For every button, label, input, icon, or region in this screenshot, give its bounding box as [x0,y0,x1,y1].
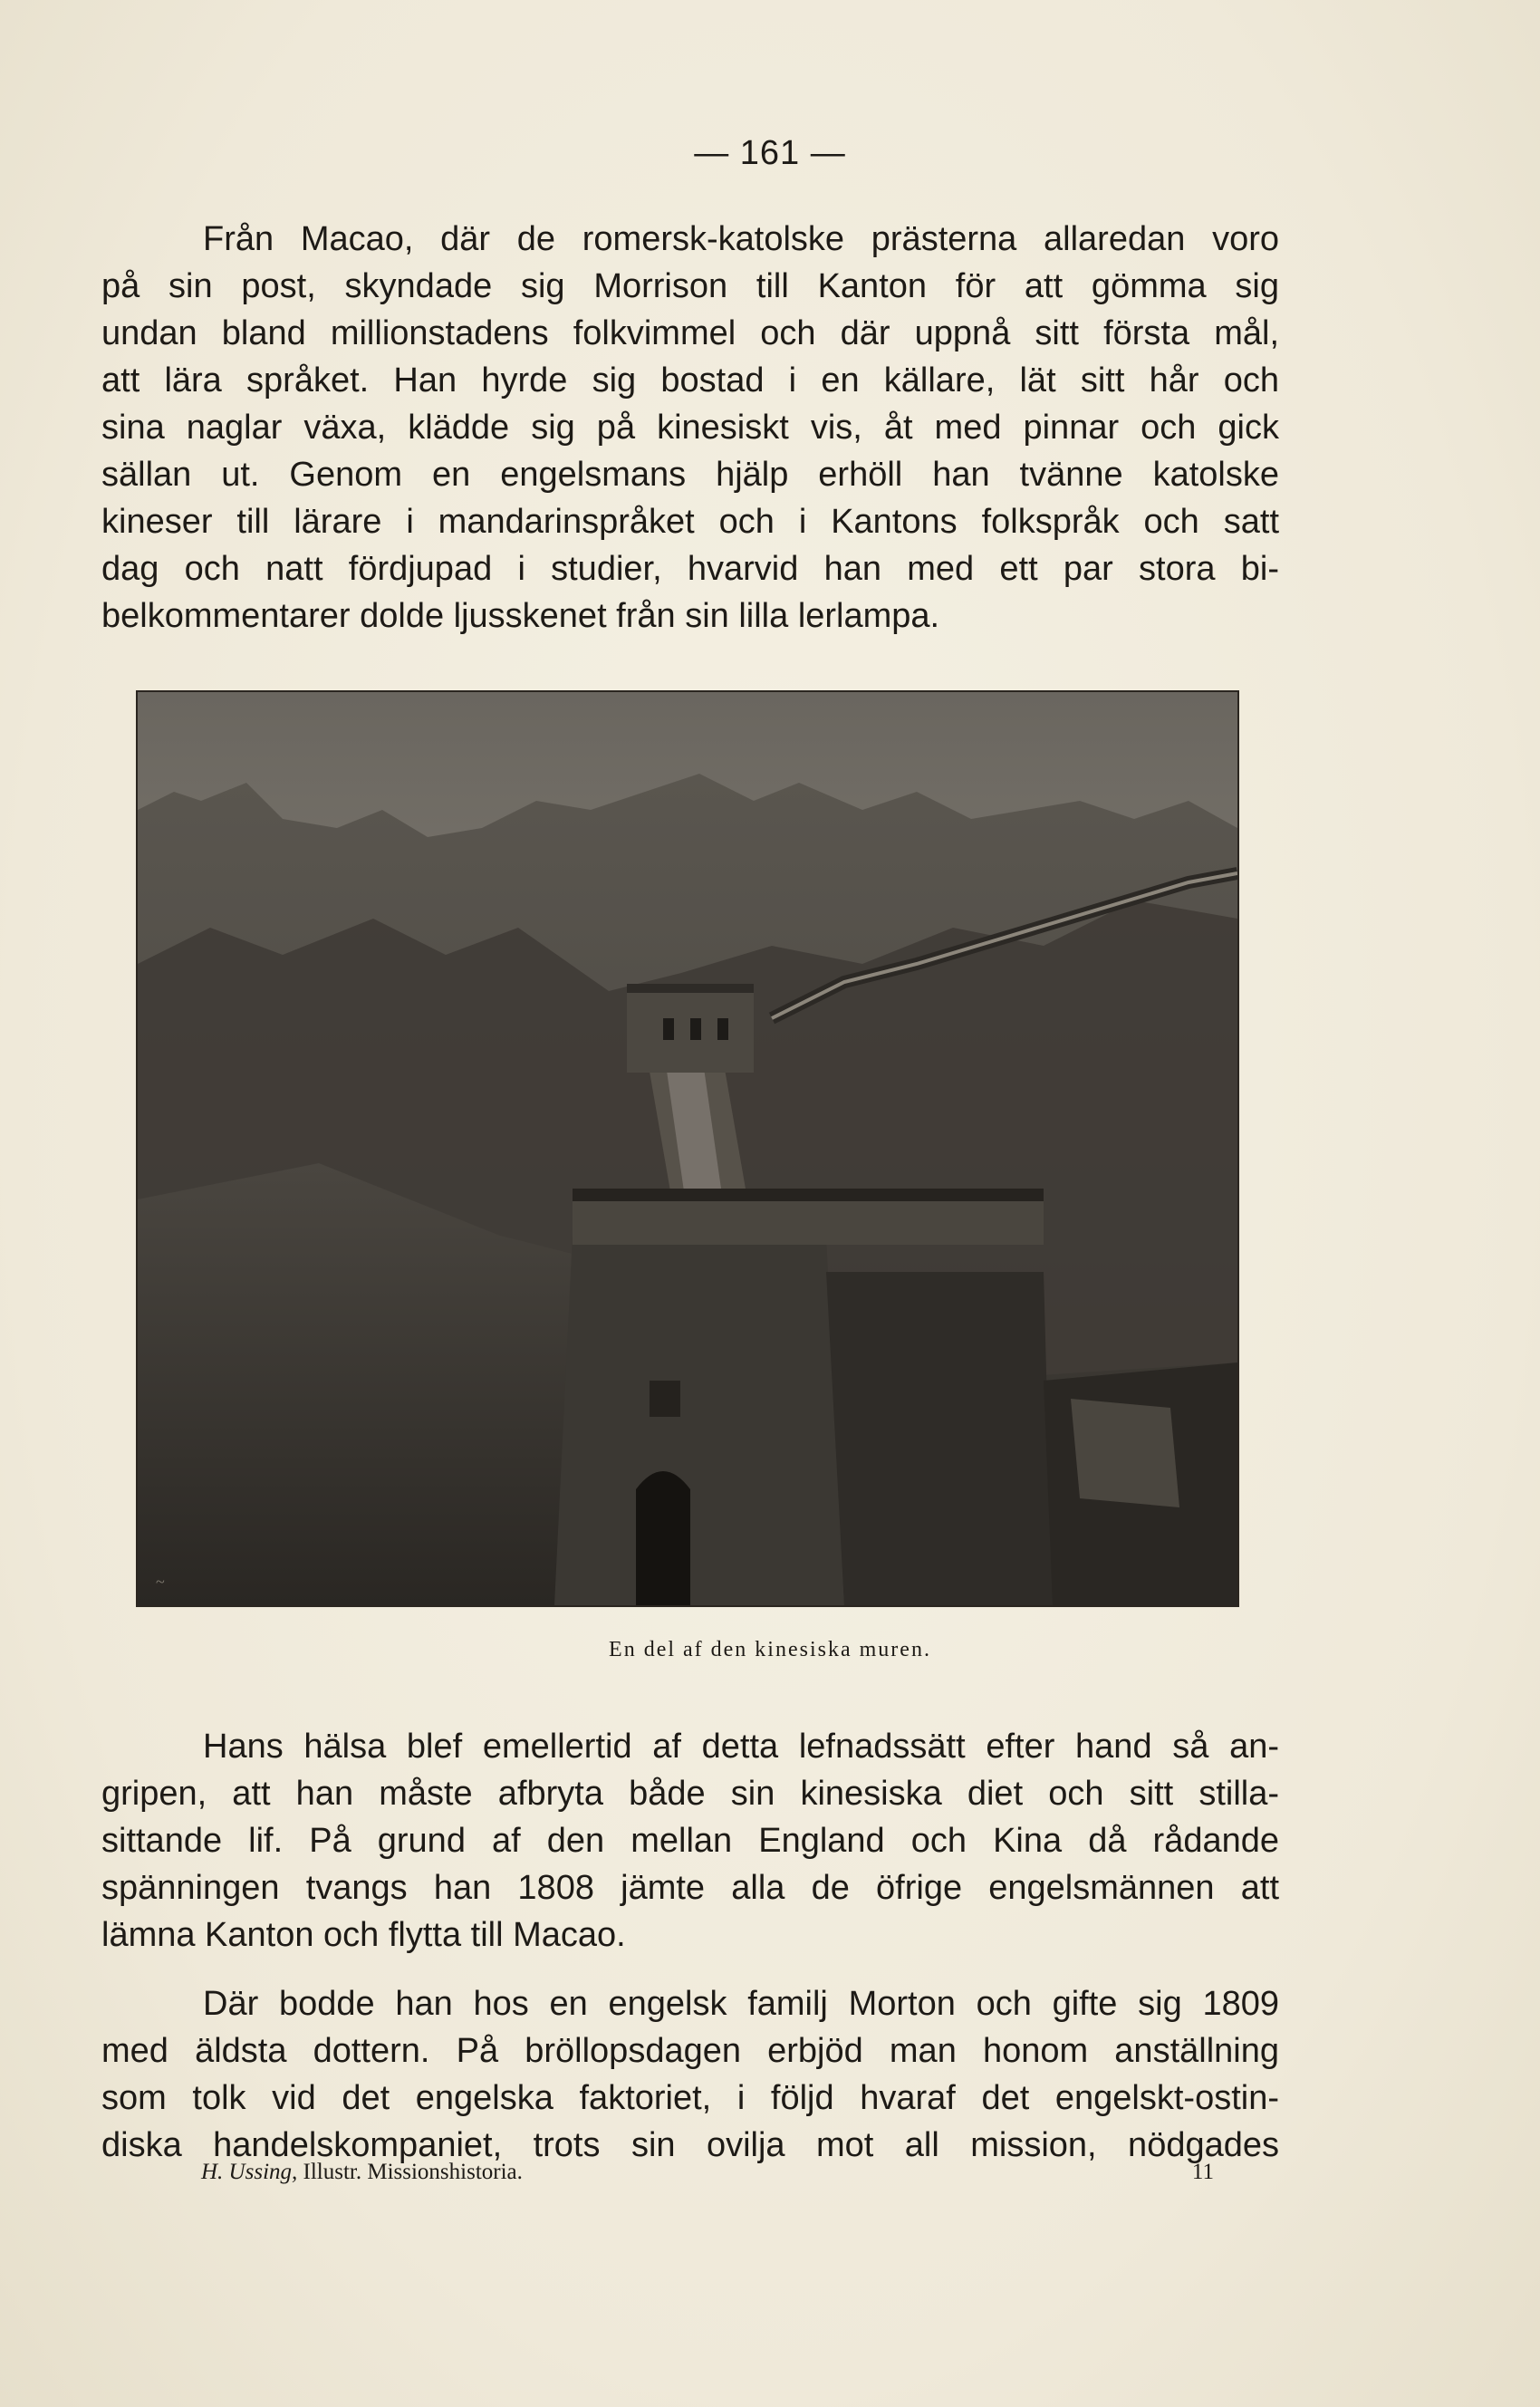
great-wall-illustration [138,692,1237,1605]
paragraph-1 [101,216,1279,640]
great-wall-photograph [136,690,1239,1607]
text-line: på sin post, skyndade sig Morrison till Kanton för att gömma sig [101,267,1279,305]
text-line: dag och natt fördjupad i studier, hvarvid han med ett par stora bi- [101,550,1279,588]
paragraph-3 [101,1980,1279,2169]
text-line: som tolk vid det engelska faktoriet, i följd hvaraf det engelskt-ostin- [101,2079,1279,2117]
text-line: sällan ut. Genom en engelsmans hjälp erhöll han tvänne katolske [101,456,1279,494]
footer-author: H. Ussing, [201,2160,298,2184]
footer-title: Illustr. Missionshistoria. [303,2160,523,2184]
text-line: Där bodde han hos en engelsk familj Morton och gifte sig 1809 [203,1985,1279,2023]
page-footer [201,2160,1214,2185]
text-line: med äldsta dottern. På bröllopsdagen erbjöd man honom anställning [101,2032,1279,2070]
svg-text:~: ~ [156,1573,165,1591]
text-line: belkommentarer dolde ljusskenet från sin lilla lerlampa. [101,597,940,635]
footer-source [201,2160,523,2185]
text-line: spänningen tvangs han 1808 jämte alla de öfrige engelsmännen att [101,1869,1279,1907]
text-line: Från Macao, där de romersk-katolske prästerna allaredan voro [203,220,1279,258]
text-line: att lära språket. Han hyrde sig bostad i en källare, lät sitt hår och [101,361,1279,400]
paragraph-2 [101,1723,1279,1959]
text-line: sina naglar växa, klädde sig på kinesiskt vis, åt med pinnar och gick [101,409,1279,447]
text-line: undan bland millionstadens folkvimmel och där uppnå sitt första mål, [101,314,1279,352]
text-line: lämna Kanton och flytta till Macao. [101,1916,626,1954]
text-line: Hans hälsa blef emellertid af detta lefnadssätt efter hand så an- [203,1728,1279,1766]
text-line: diska handelskompaniet, trots sin ovilja mot all mission, nödgades [101,2126,1279,2164]
text-line: gripen, att han måste afbryta både sin kinesiska diet och sitt stilla- [101,1775,1279,1813]
figure-caption: En del af den kinesiska muren. [609,1638,931,1661]
page-number: — 161 — [694,134,846,172]
text-line: sittande lif. På grund af den mellan England och Kina då rådande [101,1822,1279,1860]
signature-mark: 11 [1191,2160,1214,2184]
text-line: kineser till lärare i mandarinspråket och i Kantons folkspråk och satt [101,503,1279,541]
